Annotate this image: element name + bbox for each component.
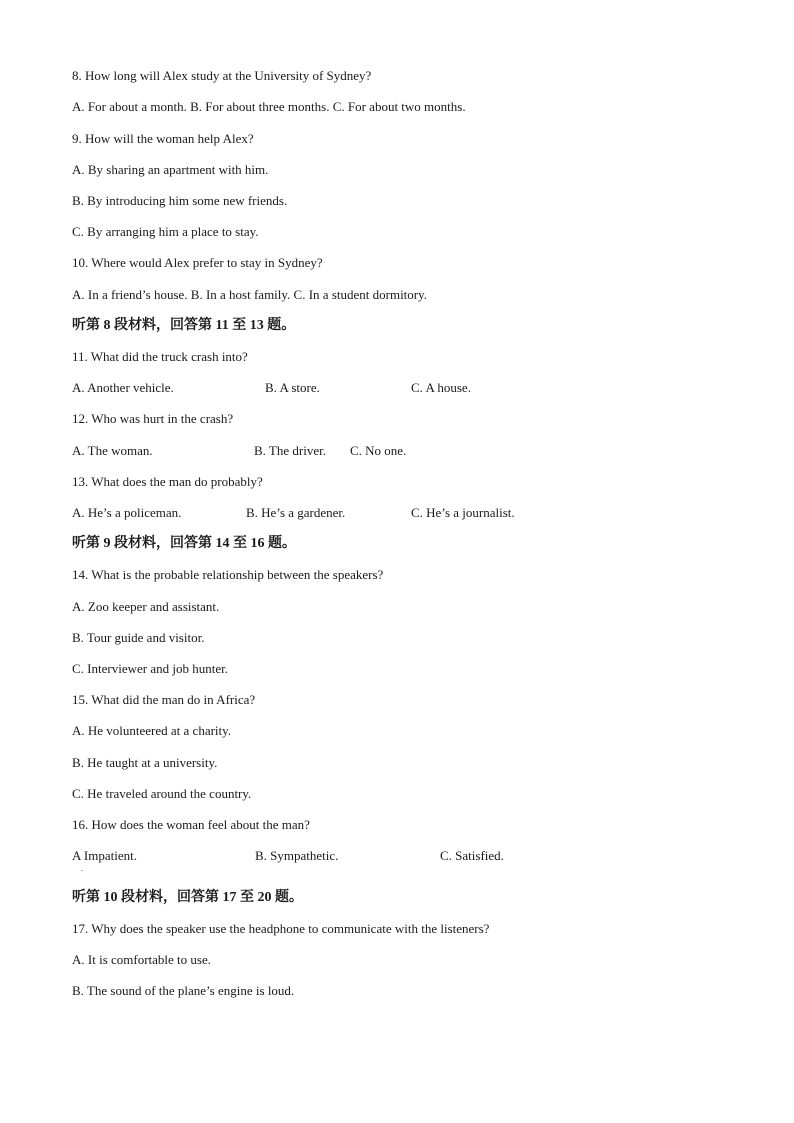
question-14-option-a: A. Zoo keeper and assistant. [72, 599, 220, 614]
question-15-option-c: C. He traveled around the country. [72, 786, 252, 801]
section-heading-10: 听第 10 段材料，回答第 17 至 20 题。 [72, 890, 303, 905]
question-11-option-a: A. Another vehicle. [72, 380, 174, 395]
question-13-option-c: C. He’s a journalist. [411, 505, 515, 520]
question-10: 10. Where would Alex prefer to stay in Sydney? [72, 255, 323, 270]
stray-dot: . [81, 864, 83, 873]
question-11-option-c: C. A house. [411, 380, 471, 395]
question-15-option-b: B. He taught at a university. [72, 755, 218, 770]
question-12-option-c: C. No one. [350, 443, 407, 458]
question-17-option-b: B. The sound of the plane’s engine is loud. [72, 983, 295, 998]
question-13: 13. What does the man do probably? [72, 474, 263, 489]
question-12-option-b: B. The driver. [254, 443, 326, 458]
section-heading-8: 听第 8 段材料，回答第 11 至 13 题。 [72, 318, 296, 333]
question-13-option-b: B. He’s a gardener. [246, 505, 346, 520]
question-16-option-b: B. Sympathetic. [255, 848, 339, 863]
question-17-option-a: A. It is comfortable to use. [72, 952, 211, 967]
question-9-option-a: A. By sharing an apartment with him. [72, 162, 269, 177]
question-12-option-a: A. The woman. [72, 443, 153, 458]
question-11: 11. What did the truck crash into? [72, 349, 248, 364]
question-12: 12. Who was hurt in the crash? [72, 411, 234, 426]
question-17: 17. Why does the speaker use the headphone to communicate with the listeners? [72, 921, 490, 936]
question-9-option-c: C. By arranging him a place to stay. [72, 224, 259, 239]
question-8: 8. How long will Alex study at the University of Sydney? [72, 68, 372, 83]
question-15: 15. What did the man do in Africa? [72, 692, 256, 707]
question-9-option-b: B. By introducing him some new friends. [72, 193, 288, 208]
question-10-options: A. In a friend’s house. B. In a host family. C. In a student dormitory. [72, 287, 428, 302]
question-14-option-b: B. Tour guide and visitor. [72, 630, 205, 645]
question-16: 16. How does the woman feel about the man? [72, 817, 310, 832]
question-8-options: A. For about a month. B. For about three months. C. For about two months. [72, 99, 466, 114]
question-14: 14. What is the probable relationship between the speakers? [72, 567, 384, 582]
question-11-option-b: B. A store. [265, 380, 320, 395]
question-13-option-a: A. He’s a policeman. [72, 505, 182, 520]
question-16-option-a: A Impatient. [72, 848, 137, 863]
question-14-option-c: C. Interviewer and job hunter. [72, 661, 228, 676]
section-heading-9: 听第 9 段材料，回答第 14 至 16 题。 [72, 536, 296, 551]
question-16-option-c: C. Satisfied. [440, 848, 504, 863]
question-9: 9. How will the woman help Alex? [72, 131, 254, 146]
question-15-option-a: A. He volunteered at a charity. [72, 723, 232, 738]
